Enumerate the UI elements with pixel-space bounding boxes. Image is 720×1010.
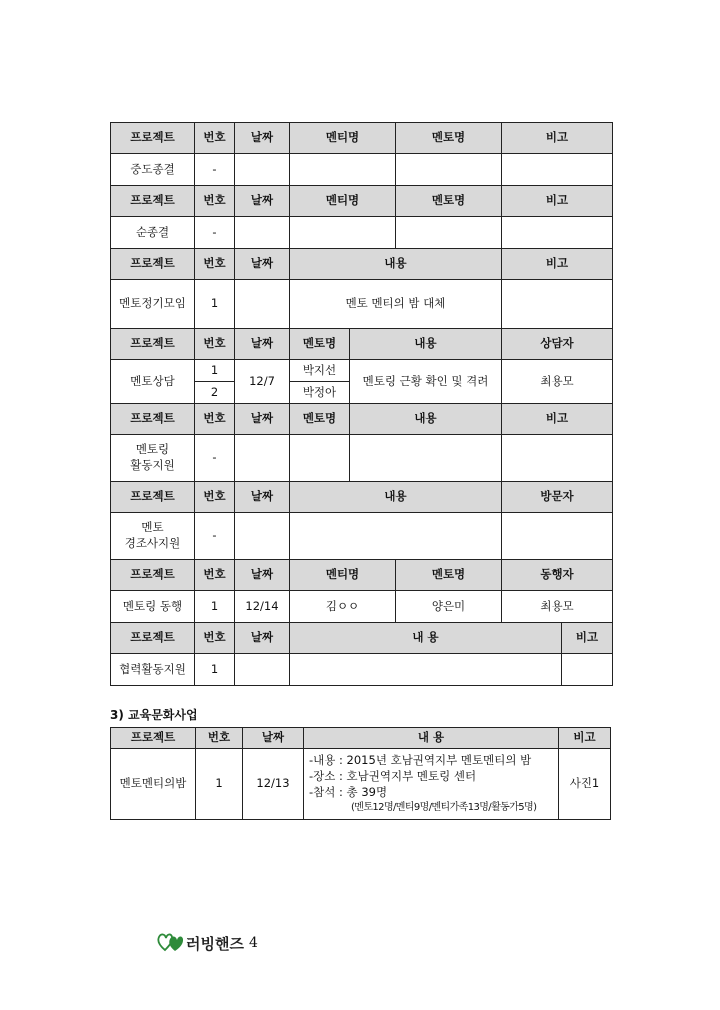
project-name: 순종결 [111, 217, 195, 249]
table-row: 멘토링 활동지원 - [111, 435, 613, 482]
table-row: 중도종결 - [111, 154, 613, 186]
header-row: 프로젝트 번호 날짜 멘티명 멘토명 비고 [111, 123, 613, 154]
hands-heart-logo-icon [156, 930, 184, 956]
activity-table [110, 122, 612, 686]
project-name: 멘토상담 [111, 360, 195, 404]
footer [156, 930, 258, 956]
header-row: 프로젝트 번호 날짜 멘토명 내용 비고 [111, 404, 613, 435]
table-row: 멘토 경조사지원 - [111, 513, 613, 560]
education-culture-table [110, 727, 610, 820]
header-row: 프로젝트 번호 날짜 멘티명 멘토명 비고 [111, 186, 613, 217]
header-row: 프로젝트 번호 날짜 내용 비고 [111, 249, 613, 280]
logo-text: 러빙핸즈 [186, 934, 244, 953]
project-name: 멘토링 활동지원 [111, 435, 195, 482]
table-row: 순종결 - [111, 217, 613, 249]
project-name: 멘토멘티의밤 [111, 749, 196, 820]
table-row: 멘토정기모임 1 멘토 멘티의 밤 대체 [111, 280, 613, 329]
table-row: 멘토멘티의밤 1 12/13 -내용 : 2015년 호남권역지부 멘토멘티의 밤 -장소 : 호남권역지부 멘토링 센터 -참석 : 총 39명 (멘토12명/멘티9명/멘티가족13명/활동가5명) 사진1 [111, 749, 611, 820]
header-row: 프로젝트 번호 날짜 내 용 비고 [111, 623, 613, 654]
page-number: 4 [248, 935, 258, 951]
header-row: 프로젝트 번호 날짜 멘토명 내용 상담자 [111, 329, 613, 360]
project-name: 중도종결 [111, 154, 195, 186]
table-row: 멘토상담 1 12/7 박지선 멘토링 근황 확인 및 격려 최용모 [111, 360, 613, 382]
header-row: 프로젝트 번호 날짜 멘티명 멘토명 동행자 [111, 560, 613, 591]
header-row: 프로젝트 번호 날짜 내용 방문자 [111, 482, 613, 513]
project-name: 협력활동지원 [111, 654, 195, 686]
project-name: 멘토정기모임 [111, 280, 195, 329]
event-details: -내용 : 2015년 호남권역지부 멘토멘티의 밤 -장소 : 호남권역지부 멘토링 센터 -참석 : 총 39명 (멘토12명/멘티9명/멘티가족13명/활동가5명) [304, 749, 559, 820]
table-row: 2 박정아 [111, 382, 613, 404]
table-row: 협력활동지원 1 [111, 654, 613, 686]
project-name: 멘토링 동행 [111, 591, 195, 623]
table-row: 멘토링 동행 1 12/14 김ㅇㅇ 양은미 최용모 [111, 591, 613, 623]
project-name: 멘토 경조사지원 [111, 513, 195, 560]
header-row: 프로젝트 번호 날짜 내 용 비고 [111, 728, 611, 749]
section-title: 3) 교육문화사업 [110, 708, 198, 722]
